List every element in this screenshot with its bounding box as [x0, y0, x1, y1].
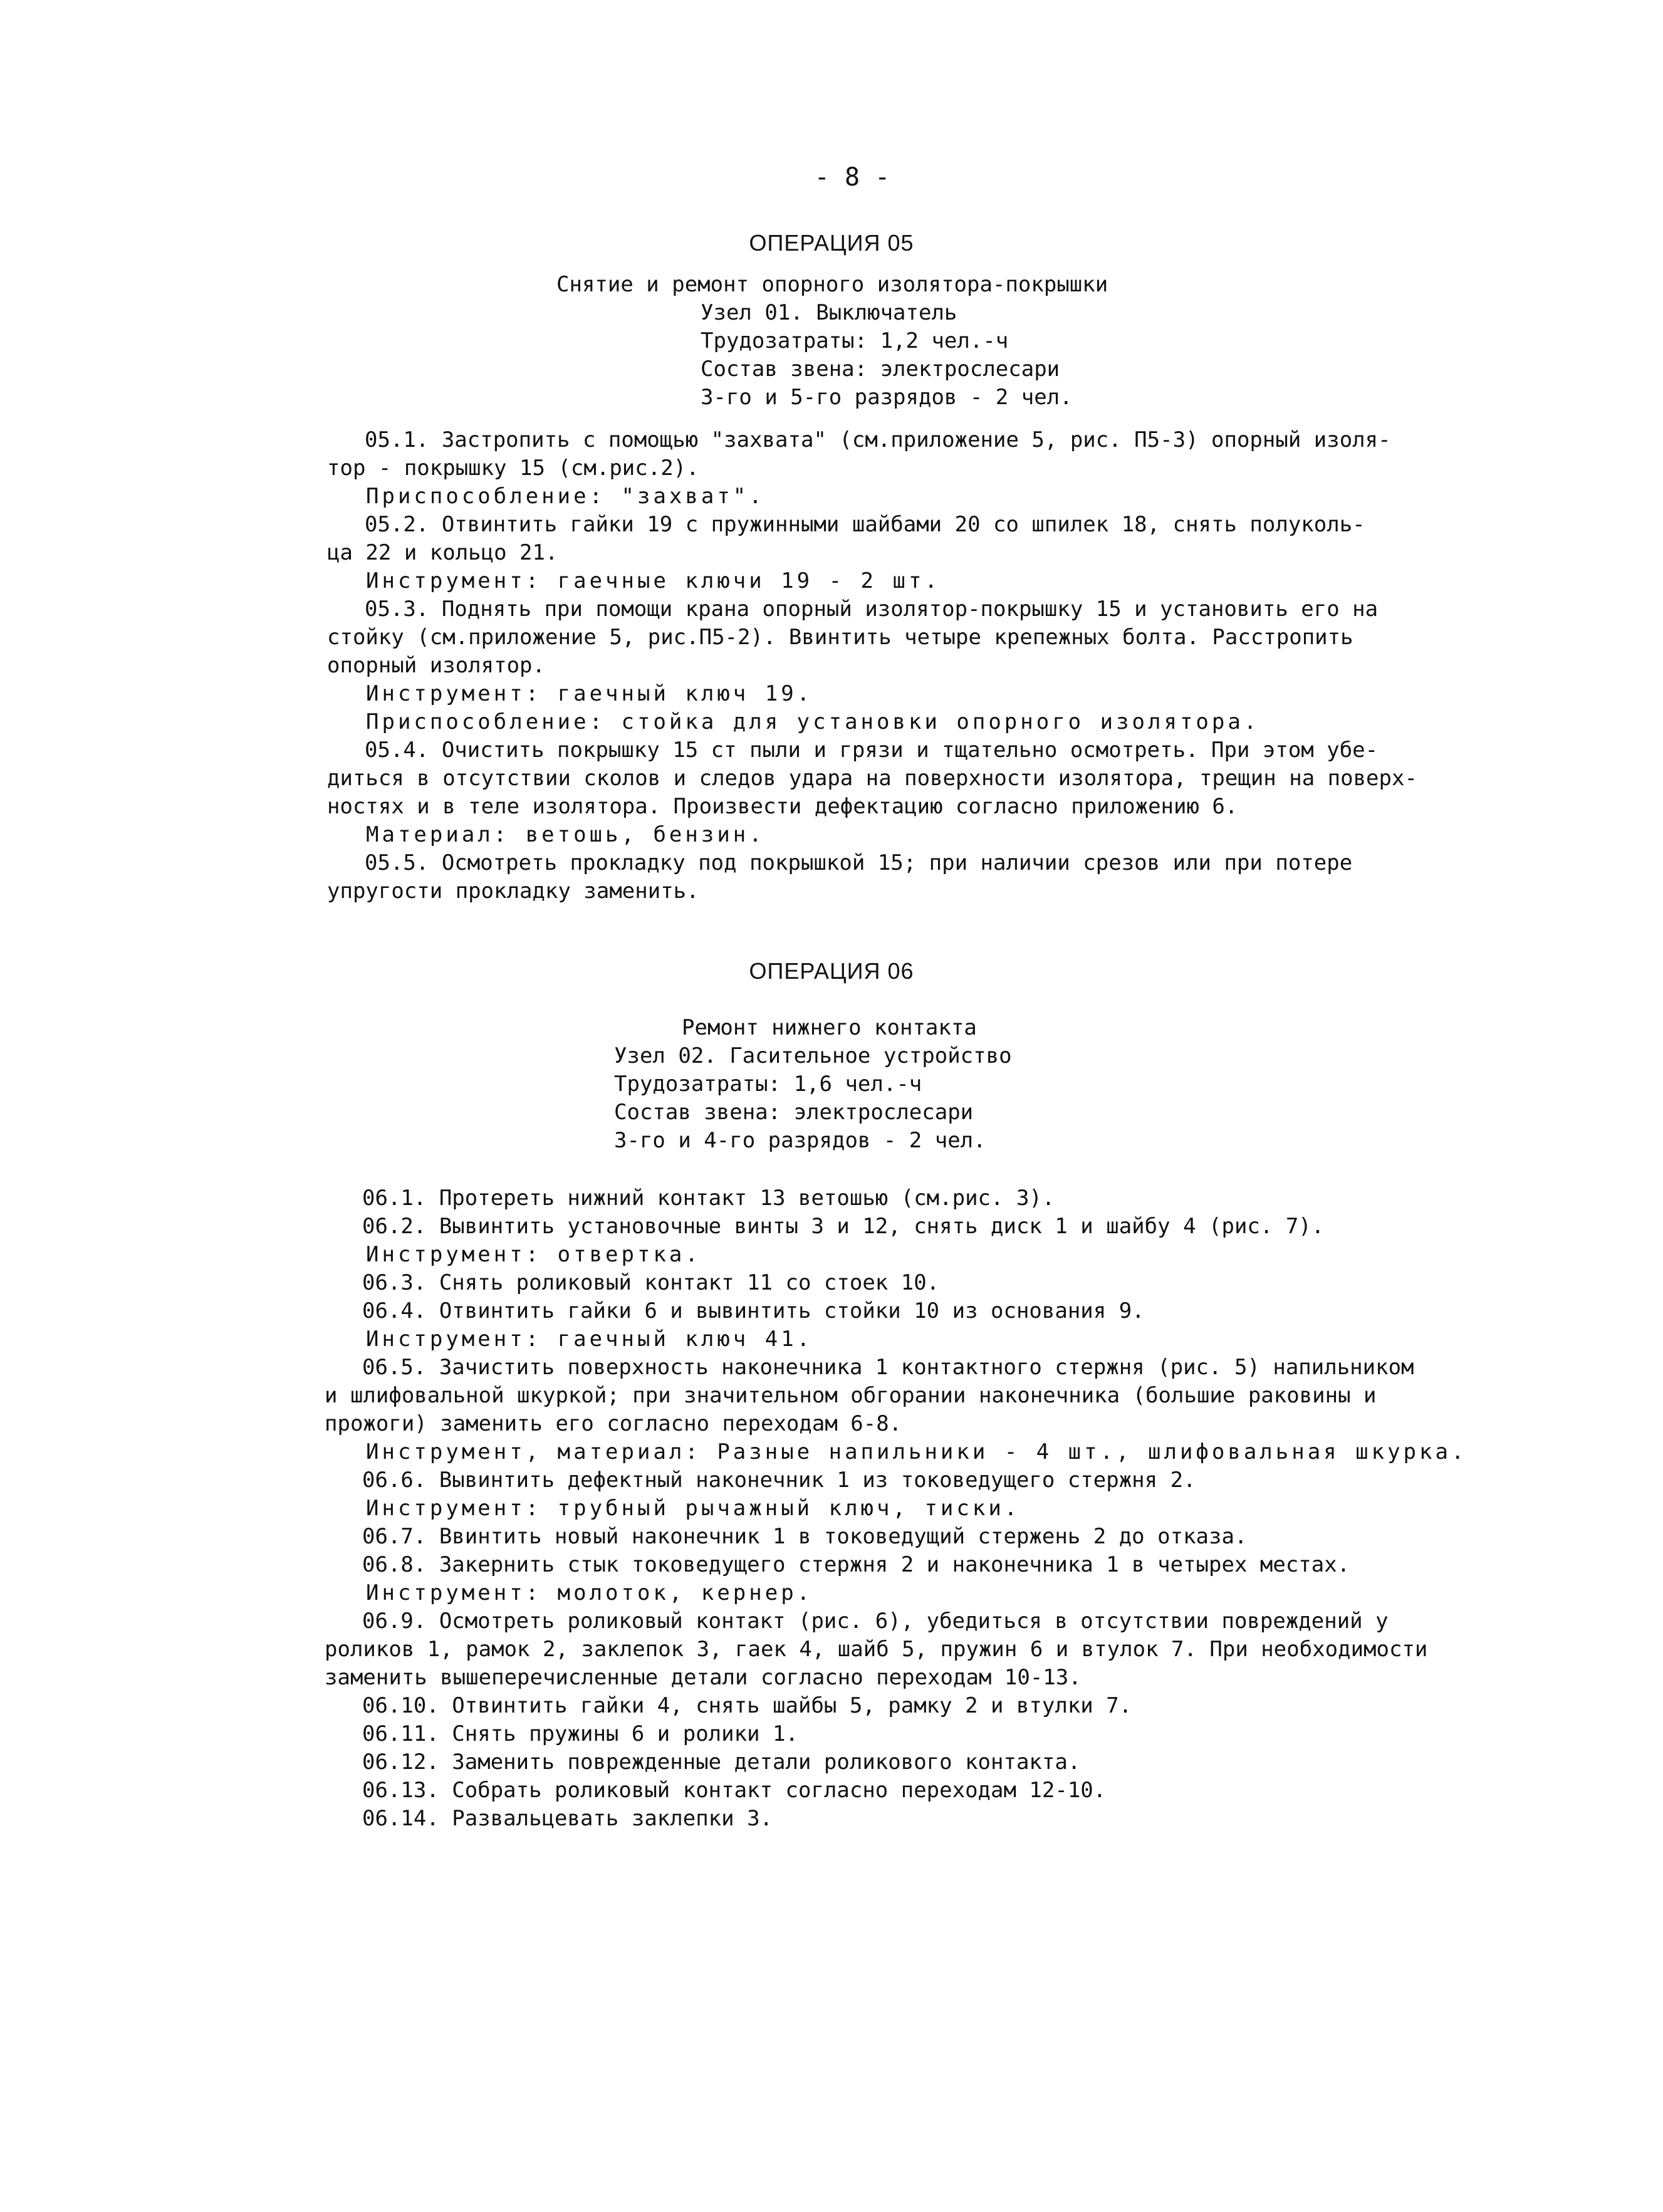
op06-line-17: роликов 1, рамок 2, заклепок 3, гаек 4, шайб 5, пружин 6 и втулок 7. При необходимости	[325, 1637, 1428, 1662]
op05-line-14: ностях и в теле изолятора. Произвести дефектацию согласно приложению 6.	[327, 794, 1238, 819]
op05-line-5: ца 22 и кольцо 21.	[327, 540, 558, 565]
op05-line-8: стойку (см.приложение 5, рис.П5-2). Ввинтить четыре крепежных болта. Расстропить	[327, 625, 1353, 650]
op06-line-2: 06.2. Вывинтить установочные винты 3 и 12, снять диск 1 и шайбу 4 (рис. 7).	[362, 1214, 1325, 1239]
op05-line-4: 05.2. Отвинтить гайки 19 с пружинными шайбами 20 со шпилек 18, снять полуколь-	[365, 512, 1365, 537]
op06-line-3: Инструмент: отвертка.	[366, 1242, 701, 1267]
op06-line-22: 06.13. Собрать роликовый контакт согласно переходам 12-10.	[362, 1778, 1107, 1803]
op06-line-9: прожоги) заменить его согласно переходам 6-8.	[325, 1411, 902, 1436]
page-number: - 8 -	[814, 163, 890, 192]
op05-line-9: опорный изолятор.	[327, 653, 545, 678]
op06-line-4: 06.3. Снять роликовый контакт 11 со стоек 10.	[362, 1270, 940, 1295]
op05-line-12: 05.4. Очистить покрышку 15 ст пыли и грязи и тщательно осмотреть. При этом убе-	[365, 738, 1379, 763]
op05-line-7: 05.3. Поднять при помощи крана опорный изолятор-покрышку 15 и установить его на	[365, 597, 1379, 622]
op05-line-1: 05.1. Застропить с помощью "захвата" (см.приложение 5, рис. П5-3) опорный изоля-	[365, 427, 1391, 452]
op06-line-15: Инструмент: молоток, кернер.	[366, 1580, 813, 1605]
op06-line-11: 06.6. Вывинтить дефектный наконечник 1 из токоведущего стержня 2.	[362, 1468, 1196, 1493]
operation-06-heading: Ремонт нижнего контакта	[682, 1015, 977, 1040]
op06-line-13: 06.7. Ввинтить новый наконечник 1 в токоведущий стержень 2 до отказа.	[362, 1524, 1248, 1549]
op06-line-1: 06.1. Протереть нижний контакт 13 ветошью (см.рис. 3).	[362, 1186, 1055, 1211]
op05-line-16: 05.5. Осмотреть прокладку под покрышкой 15; при наличии срезов или при потере	[365, 850, 1353, 875]
operation-05-crew: Состав звена: электрослесари	[701, 357, 1060, 382]
op05-line-17: упругости прокладку заменить.	[327, 879, 699, 904]
operation-05-heading: Снятие и ремонт опорного изолятора-покрышки	[556, 272, 1108, 297]
op05-line-11: Приспособление: стойка для установки опорного изолятора.	[366, 709, 1260, 734]
operation-06-labor: Трудозатраты: 1,6 чел.-ч	[614, 1072, 922, 1097]
operation-06-title: ОПЕРАЦИЯ 06	[749, 958, 914, 984]
op06-line-16: 06.9. Осмотреть роликовый контакт (рис. 6), убедиться в отсутствии повреждений у	[362, 1609, 1389, 1634]
op06-line-21: 06.12. Заменить поврежденные детали роликового контакта.	[362, 1750, 1081, 1775]
op05-line-13: диться в отсутствии сколов и следов удара на поверхности изолятора, трещин на поверх-	[327, 766, 1417, 791]
op05-line-15: Материал: ветошь, бензин.	[366, 822, 765, 847]
op06-line-18: заменить вышеперечисленные детали согласно переходам 10-13.	[325, 1665, 1082, 1690]
operation-05-title: ОПЕРАЦИЯ 05	[749, 230, 914, 256]
op05-line-6: Инструмент: гаечные ключи 19 - 2 шт.	[366, 568, 941, 593]
op06-line-7: 06.5. Зачистить поверхность наконечника 1 контактного стержня (рис. 5) напильником	[362, 1355, 1414, 1380]
op05-line-3: Приспособление: "захват".	[366, 484, 765, 509]
op06-line-6: Инструмент: гаечный ключ 41.	[366, 1327, 813, 1352]
operation-06-unit: Узел 02. Гасительное устройство	[614, 1043, 1012, 1068]
operation-06-crew: Состав звена: электрослесари	[614, 1100, 974, 1125]
op06-line-10: Инструмент, материал: Разные напильники - 4 шт., шлифовальная шкурка.	[366, 1439, 1468, 1464]
op06-line-5: 06.4. Отвинтить гайки 6 и вывинтить стойки 10 из основания 9.	[362, 1298, 1145, 1323]
operation-05-labor: Трудозатраты: 1,2 чел.-ч	[701, 328, 1009, 353]
op06-line-23: 06.14. Развальцевать заклепки 3.	[362, 1806, 773, 1831]
operation-05-grades: 3-го и 5-го разрядов - 2 чел.	[701, 385, 1073, 410]
op06-line-8: и шлифовальной шкуркой; при значительном обгорании наконечника (большие раковины и	[325, 1383, 1377, 1408]
op06-line-14: 06.8. Закернить стык токоведущего стержня 2 и наконечника 1 в четырех местах.	[362, 1552, 1350, 1577]
op06-line-19: 06.10. Отвинтить гайки 4, снять шайбы 5, рамку 2 и втулки 7.	[362, 1693, 1132, 1718]
op05-line-10: Инструмент: гаечный ключ 19.	[366, 681, 813, 706]
op06-line-12: Инструмент: трубный рычажный ключ, тиски.	[366, 1496, 1021, 1521]
operation-05-unit: Узел 01. Выключатель	[701, 300, 957, 325]
op05-line-2: тор - покрышку 15 (см.рис.2).	[327, 456, 699, 481]
operation-06-grades: 3-го и 4-го разрядов - 2 чел.	[614, 1128, 986, 1153]
op06-line-20: 06.11. Снять пружины 6 и ролики 1.	[362, 1721, 798, 1746]
